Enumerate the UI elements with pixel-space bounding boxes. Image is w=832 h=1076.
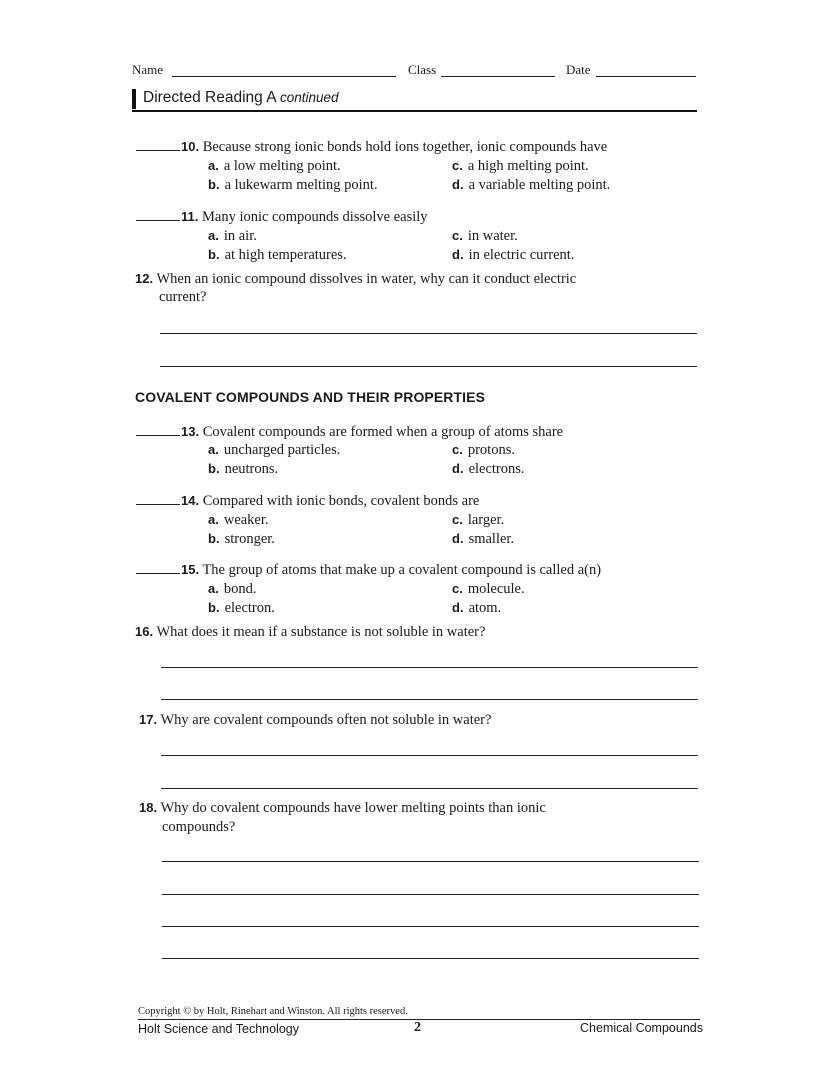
page-number: 2 — [414, 1020, 421, 1035]
option-15d[interactable]: d. atom. — [452, 600, 502, 616]
option-14a[interactable]: a. weaker. — [208, 512, 269, 528]
option-15c[interactable]: c. molecule. — [452, 581, 525, 597]
answer-line-12-2[interactable] — [160, 366, 697, 367]
copyright-notice: Copyright © by Holt, Rinehart and Winston. All rights reserved. — [138, 1006, 408, 1017]
answer-blank-14[interactable] — [136, 492, 180, 505]
option-13b[interactable]: b. neutrons. — [208, 461, 279, 477]
question-18 — [139, 798, 546, 818]
question-text: Covalent compounds are formed when a group of atoms share — [202, 424, 564, 440]
name-label: Name — [132, 62, 164, 77]
question-number: 18. — [139, 800, 158, 815]
answer-line-18-3[interactable] — [162, 926, 699, 927]
question-13 — [136, 422, 563, 442]
option-14b[interactable]: b. stronger. — [208, 531, 275, 547]
question-text: Many ionic compounds dissolve easily — [201, 209, 428, 225]
answer-line-17-1[interactable] — [161, 755, 698, 756]
answer-line-18-2[interactable] — [162, 894, 699, 895]
question-text: Compared with ionic bonds, covalent bonds are — [202, 493, 480, 509]
option-10a[interactable]: a. a low melting point. — [208, 158, 341, 174]
question-text: Why are covalent compounds often not soluble in water? — [160, 712, 492, 728]
question-number: 15. — [181, 562, 200, 577]
answer-line-16-1[interactable] — [161, 667, 698, 668]
option-14c[interactable]: c. larger. — [452, 512, 505, 528]
option-11d[interactable]: d. in electric current. — [452, 247, 575, 263]
question-text-line1: When an ionic compound dissolves in water, why can it conduct electric — [156, 271, 577, 287]
question-number: 14. — [181, 493, 200, 508]
option-13a[interactable]: a. uncharged particles. — [208, 442, 341, 458]
section-heading: COVALENT COMPOUNDS AND THEIR PROPERTIES — [135, 389, 486, 405]
question-number: 10. — [181, 139, 200, 154]
footer-chapter: Chemical Compounds — [580, 1021, 703, 1035]
question-text-line1: Why do covalent compounds have lower melting points than ionic — [160, 800, 546, 816]
answer-line-17-2[interactable] — [161, 788, 698, 789]
banner-bar — [132, 89, 136, 109]
banner-title-text: Directed Reading A — [143, 89, 276, 106]
question-text: What does it mean if a substance is not soluble in water? — [156, 624, 486, 640]
question-number: 12. — [135, 271, 154, 286]
answer-blank-13[interactable] — [136, 423, 180, 436]
answer-line-18-1[interactable] — [162, 861, 699, 862]
answer-blank-11[interactable] — [136, 208, 180, 221]
date-field[interactable] — [596, 76, 696, 77]
answer-line-18-4[interactable] — [162, 958, 699, 959]
question-12 — [135, 269, 576, 289]
question-text: Because strong ionic bonds hold ions together, ionic compounds have — [202, 139, 608, 155]
option-10c[interactable]: c. a high melting point. — [452, 158, 589, 174]
question-number: 11. — [181, 209, 199, 224]
answer-blank-15[interactable] — [136, 561, 180, 574]
question-11 — [136, 207, 428, 227]
question-number: 16. — [135, 624, 154, 639]
banner-title — [143, 89, 339, 107]
option-11c[interactable]: c. in water. — [452, 228, 518, 244]
option-11a[interactable]: a. in air. — [208, 228, 257, 244]
answer-line-16-2[interactable] — [161, 699, 698, 700]
question-16 — [135, 622, 485, 642]
question-10 — [136, 137, 607, 157]
option-14d[interactable]: d. smaller. — [452, 531, 515, 547]
question-number: 17. — [139, 712, 158, 727]
question-12-line2: current? — [159, 289, 207, 305]
question-text: The group of atoms that make up a covalent compound is called a(n) — [202, 562, 602, 578]
option-13c[interactable]: c. protons. — [452, 442, 515, 458]
banner-subtitle: continued — [280, 90, 339, 105]
option-10d[interactable]: d. a variable melting point. — [452, 177, 611, 193]
question-15 — [136, 560, 601, 580]
name-field[interactable] — [172, 76, 396, 77]
option-10b[interactable]: b. a lukewarm melting point. — [208, 177, 378, 193]
date-label: Date — [566, 62, 591, 77]
question-18-line2: compounds? — [162, 819, 236, 835]
question-17 — [139, 710, 491, 730]
question-14 — [136, 491, 479, 511]
class-field[interactable] — [441, 76, 555, 77]
option-11b[interactable]: b. at high temperatures. — [208, 247, 347, 263]
answer-blank-10[interactable] — [136, 138, 180, 151]
option-15a[interactable]: a. bond. — [208, 581, 257, 597]
answer-line-12-1[interactable] — [160, 333, 697, 334]
option-13d[interactable]: d. electrons. — [452, 461, 525, 477]
footer-publisher: Holt Science and Technology — [138, 1022, 299, 1036]
option-15b[interactable]: b. electron. — [208, 600, 275, 616]
question-number: 13. — [181, 424, 200, 439]
class-label: Class — [408, 62, 437, 77]
section-banner — [132, 88, 697, 112]
